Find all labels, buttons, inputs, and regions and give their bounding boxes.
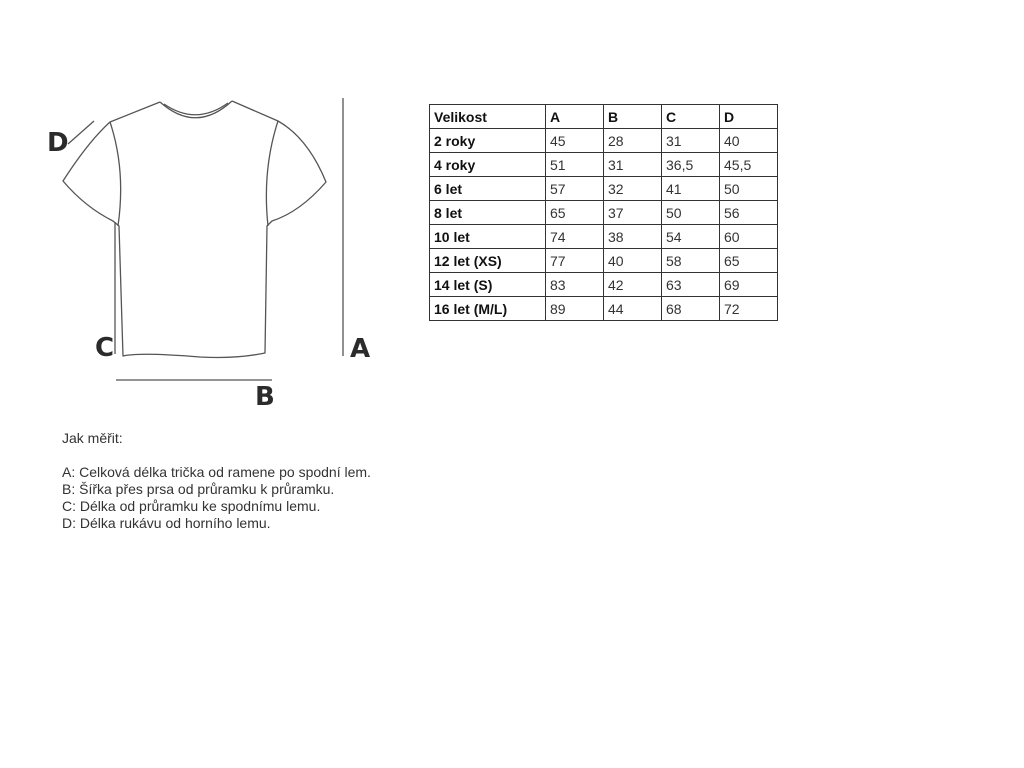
value-b: 38: [604, 225, 662, 249]
value-c: 36,5: [662, 153, 720, 177]
value-d: 69: [720, 273, 778, 297]
tshirt-outline: [63, 101, 326, 358]
value-c: 41: [662, 177, 720, 201]
size-cell: 10 let: [430, 225, 546, 249]
value-d: 60: [720, 225, 778, 249]
value-a: 45: [546, 129, 604, 153]
table-row: [430, 273, 778, 297]
value-b: 40: [604, 249, 662, 273]
instructions-heading: Jak měřit:: [62, 430, 123, 446]
header-c: C: [662, 105, 720, 129]
table-header-row: [430, 105, 778, 129]
measuring-instructions: [62, 430, 371, 532]
label-b: B: [255, 382, 275, 412]
instruction-b: B: Šířka přes prsa od průramku k průramku.: [62, 481, 335, 497]
size-table: [429, 104, 778, 321]
value-b: 28: [604, 129, 662, 153]
value-a: 74: [546, 225, 604, 249]
value-d: 45,5: [720, 153, 778, 177]
value-c: 63: [662, 273, 720, 297]
size-cell: 16 let (M/L): [430, 297, 546, 321]
size-cell: 4 roky: [430, 153, 546, 177]
header-b: B: [604, 105, 662, 129]
value-b: 31: [604, 153, 662, 177]
table-row: [430, 297, 778, 321]
value-d: 72: [720, 297, 778, 321]
header-size: Velikost: [430, 105, 546, 129]
value-c: 54: [662, 225, 720, 249]
value-a: 51: [546, 153, 604, 177]
value-a: 65: [546, 201, 604, 225]
label-c: C: [95, 333, 115, 363]
instruction-d: D: Délka rukávu od horního lemu.: [62, 515, 271, 531]
value-a: 77: [546, 249, 604, 273]
value-a: 83: [546, 273, 604, 297]
label-a: A: [350, 334, 371, 364]
table-row: [430, 153, 778, 177]
header-d: D: [720, 105, 778, 129]
value-a: 89: [546, 297, 604, 321]
value-b: 37: [604, 201, 662, 225]
value-c: 31: [662, 129, 720, 153]
value-d: 65: [720, 249, 778, 273]
size-cell: 12 let (XS): [430, 249, 546, 273]
table-row: [430, 129, 778, 153]
table-row: [430, 225, 778, 249]
table-row: [430, 177, 778, 201]
value-b: 44: [604, 297, 662, 321]
value-d: 50: [720, 177, 778, 201]
label-d: D: [47, 128, 69, 158]
measure-line-d: [68, 121, 94, 144]
instruction-c: C: Délka od průramku ke spodnímu lemu.: [62, 498, 321, 514]
value-a: 57: [546, 177, 604, 201]
value-b: 32: [604, 177, 662, 201]
value-d: 56: [720, 201, 778, 225]
value-c: 50: [662, 201, 720, 225]
size-cell: 6 let: [430, 177, 546, 201]
table-row: [430, 201, 778, 225]
size-cell: 14 let (S): [430, 273, 546, 297]
table-row: [430, 249, 778, 273]
header-a: A: [546, 105, 604, 129]
value-b: 42: [604, 273, 662, 297]
value-d: 40: [720, 129, 778, 153]
value-c: 68: [662, 297, 720, 321]
value-c: 58: [662, 249, 720, 273]
instruction-a: A: Celková délka trička od ramene po spodní lem.: [62, 464, 371, 480]
size-cell: 2 roky: [430, 129, 546, 153]
tshirt-measurement-diagram: [0, 0, 420, 420]
size-cell: 8 let: [430, 201, 546, 225]
